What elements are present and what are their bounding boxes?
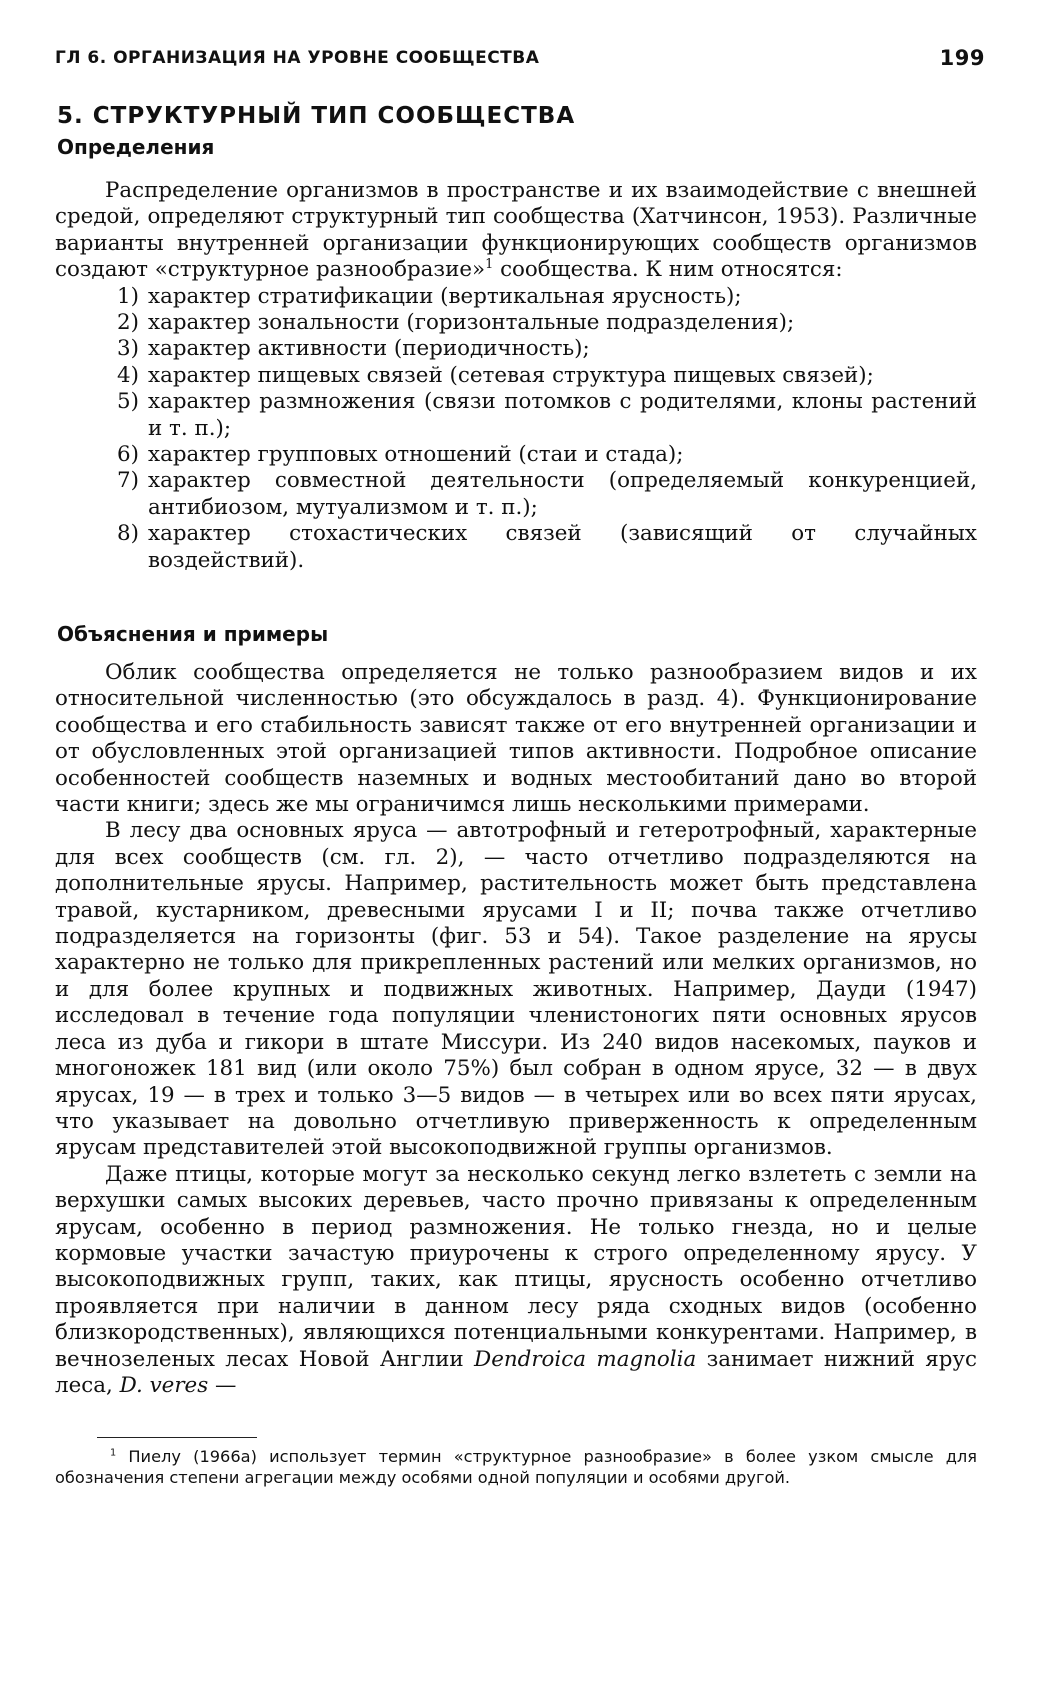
list-item: 5) характер размножения (связи потомков с родителями, клоны растений и т. п.);	[117, 389, 977, 441]
definitions-heading: Определения	[57, 135, 215, 159]
examples-block	[55, 660, 977, 1399]
running-title: ГЛ 6. ОРГАНИЗАЦИЯ НА УРОВНЕ СООБЩЕСТВА	[55, 48, 540, 68]
list-item: 7) характер совместной деятельности (определяемый конкуренцией, антибиозом, мутуализмом и т. п.);	[117, 468, 977, 520]
footnote: $^1$ Пиелу (1966а) использует термин «структурное разнообразие» в более узком смысле для обозначения степени агрегации между особями одной популяции и особями другой.	[55, 1447, 977, 1487]
footnote-divider	[97, 1437, 257, 1438]
definitions-intro: Распределение организмов в пространстве и их взаимодействие с внешней средой, определяют структурный тип сообщества (Хатчинсон, 1953). Различные варианты внутренней организации функционирующих сообществ организмов создают «структурное разнообразие»$^1$ сообщества. К ним относятся:	[55, 178, 977, 283]
page-number: 199	[939, 46, 985, 70]
paragraph: Даже птицы, которые могут за несколько секунд легко взлететь с земли на верхушки самых высоких деревьев, часто прочно привязаны к определенным ярусам, особенно в период размножения. Не только гнезда, но и целые кормовые участки зачастую приурочены к строго определенному ярусу. У высокоподвижных групп, таких, как птицы, ярусность особенно отчетливо проявляется при наличии в данном лесу ряда сходных видов (особенно близкородственных), являющихся потенциальными конкурентами. Например, в вечнозеленых лесах Новой Англии Dendroica magnolia занимает нижний ярус леса, D. veres —	[55, 1161, 977, 1398]
footnote-ref: 1	[485, 257, 494, 273]
examples-heading: Объяснения и примеры	[57, 622, 329, 646]
running-head	[55, 48, 985, 68]
paragraph: В лесу два основных яруса — автотрофный и гетеротрофный, характерные для всех сообществ (см. гл. 2), — часто отчетливо подразделяются на дополнительные ярусы. Например, растительность может быть представлена травой, кустарником, древесными ярусами I и II; почва также отчетливо подразделяется на горизонты (фиг. 53 и 54). Такое разделение на ярусы характерно не только для прикрепленных растений или мелких организмов, но и для более крупных и подвижных животных. Например, Дауди (1947) исследовал в течение года популяции членистоногих пяти основных ярусов леса из дуба и гикори в штате Миссури. Из 240 видов насекомых, пауков и многоножек 181 вид (или около 75%) был собран в одном ярусе, 32 — в двух ярусах, 19 — в трех и только 3—5 видов — в четырех или во всех пяти ярусах, что указывает на довольно отчетливую приверженность к определенным ярусам представителей этой высокоподвижной группы организмов.	[55, 818, 977, 1161]
list-item: 1) характер стратификации (вертикальная ярусность);	[117, 283, 742, 309]
definitions-block	[55, 178, 977, 574]
paragraph: Облик сообщества определяется не только разнообразием видов и их относительной численностью (это обсуждалось в разд. 4). Функционирование сообщества и его стабильность зависят также от его внутренней организации и от обусловленных этой организацией типов активности. Подробное описание особенностей сообществ наземных и водных местообитаний дано во второй части книги; здесь же мы ограничимся лишь несколькими примерами.	[55, 660, 977, 818]
list-item: 4) характер пищевых связей (сетевая структура пищевых связей);	[117, 362, 874, 388]
list-item: 8) характер стохастических связей (зависящий от случайных воздействий).	[117, 521, 977, 573]
section-title: 5. СТРУКТУРНЫЙ ТИП СООБЩЕСТВА	[57, 103, 576, 129]
list-item: 2) характер зональности (горизонтальные подразделения);	[117, 310, 795, 336]
species-name: Dendroica magnolia	[474, 1346, 697, 1372]
structure-list	[55, 284, 977, 574]
species-name: D. veres	[119, 1372, 209, 1398]
list-item: 6) характер групповых отношений (стаи и стада);	[117, 442, 684, 468]
footnote-mark: 1	[110, 1447, 117, 1459]
list-item: 3) характер активности (периодичность);	[117, 336, 590, 362]
